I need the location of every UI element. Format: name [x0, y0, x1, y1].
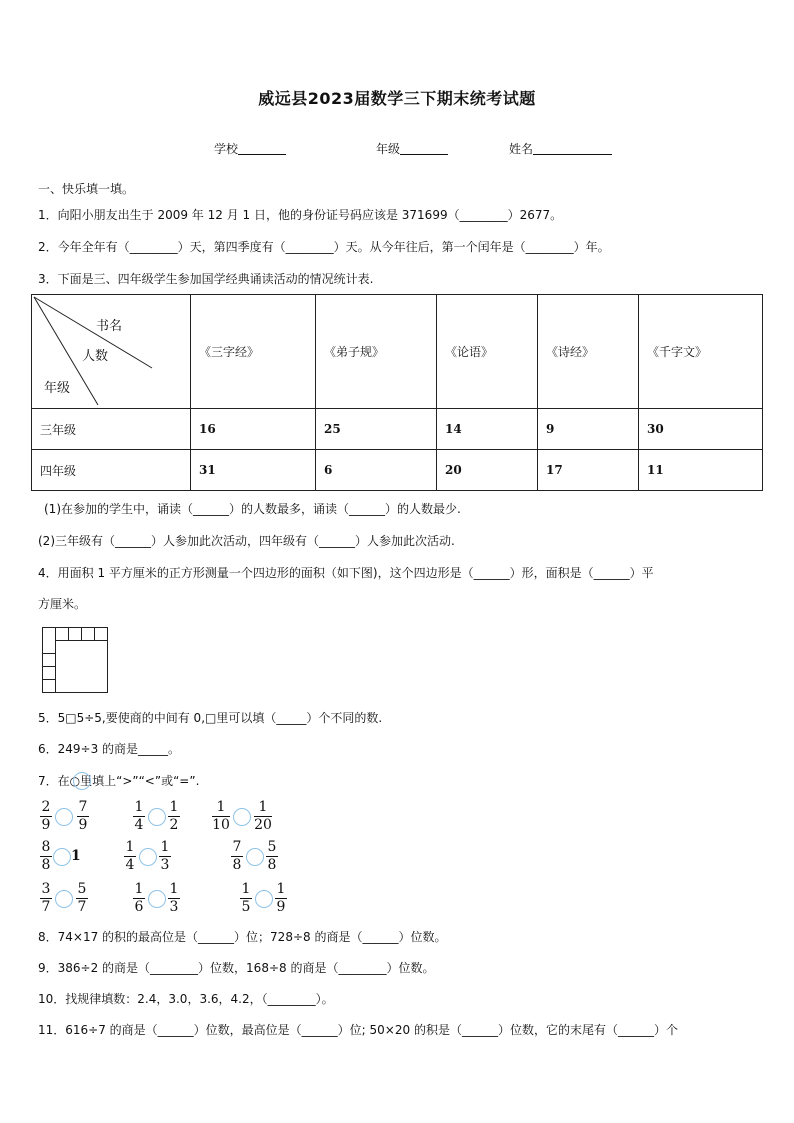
- value-cell: 30: [639, 409, 763, 450]
- fraction: 1 9: [276, 881, 286, 915]
- page-title: 威远县2023届数学三下期末统考试题: [258, 89, 536, 108]
- book-header-cell: 《诗经》: [538, 295, 639, 409]
- question-4-line-1: 4．用面积 1 平方厘米的正方形测量一个四边形的面积（如下图)，这个四边形是（______）形，面积是（______）平: [38, 566, 654, 580]
- fraction: 1 5: [241, 881, 251, 915]
- fraction: 1 10: [212, 799, 230, 833]
- question-2: 2．今年全年有（________）天，第四季度有（________）天。从今年往后，第一个闰年是（________）年。: [38, 240, 610, 254]
- value-cell: 20: [437, 450, 538, 491]
- grade-blank: [400, 142, 448, 155]
- school-field: [214, 140, 286, 157]
- stats-table: [31, 294, 763, 491]
- question-5: 5．5□5÷5,要使商的中间有 0,□里可以填（_____）个不同的数.: [38, 711, 383, 725]
- fraction: 1 6: [134, 881, 144, 915]
- question-3-part-1: (1)在参加的学生中，诵读（______）的人数最多，诵读（______）的人数最少.: [44, 502, 461, 516]
- value-cell: 14: [437, 409, 538, 450]
- fraction: 1 4: [125, 839, 135, 873]
- question-9: 9．386÷2 的商是（________）位数，168÷8 的商是（________）位数。: [38, 961, 435, 975]
- answer-circle-icon: [73, 772, 91, 790]
- question-1: 1．向阳小朋友出生于 2009 年 12 月 1 日，他的身份证号码应该是 371699（________）2677。: [38, 208, 563, 222]
- value-cell: 6: [316, 450, 437, 491]
- name-label: 姓名: [509, 142, 534, 156]
- compare-circle[interactable]: [139, 848, 157, 866]
- fraction: 5 8: [267, 839, 277, 873]
- table-corner-cell: [32, 295, 191, 409]
- fraction: 1 20: [254, 799, 272, 833]
- book-header-cell: 《弟子规》: [316, 295, 437, 409]
- question-3: 3．下面是三、四年级学生参加国学经典诵读活动的情况统计表.: [38, 272, 374, 286]
- fraction: 1 4: [134, 799, 144, 833]
- fraction: 5 7: [77, 881, 87, 915]
- corner-label-grade: 年级: [44, 381, 71, 396]
- fraction: 7 9: [78, 799, 88, 833]
- school-blank: [238, 142, 286, 155]
- grade-label: 年级: [376, 142, 401, 156]
- fraction: 7 8: [232, 839, 242, 873]
- table-row: [32, 409, 763, 450]
- question-4-line-2: 方厘米。: [38, 597, 87, 611]
- compare-circle[interactable]: [246, 848, 264, 866]
- number-one: 1: [71, 848, 81, 864]
- square-grid-figure: [42, 627, 110, 695]
- compare-circle[interactable]: [53, 848, 71, 866]
- table-header-row: [32, 295, 763, 409]
- compare-circle[interactable]: [233, 808, 251, 826]
- school-label: 学校: [214, 142, 239, 156]
- name-blank: [533, 142, 612, 155]
- corner-label-count: 人数: [82, 349, 109, 364]
- fraction: 3 7: [41, 881, 51, 915]
- value-cell: 31: [191, 450, 316, 491]
- fraction: 8 8: [41, 839, 51, 873]
- question-3-part-2: (2)三年级有（______）人参加此次活动，四年级有（______）人参加此次活动.: [38, 534, 455, 548]
- section-heading: 一、快乐填一填。: [38, 182, 135, 196]
- fraction: 1 2: [169, 799, 179, 833]
- fraction: 1 3: [169, 881, 179, 915]
- compare-circle[interactable]: [255, 890, 273, 908]
- question-11: 11．616÷7 的商是（______）位数，最高位是（______）位; 50×20 的积是（______）位数，它的末尾有（______）个: [38, 1023, 678, 1037]
- value-cell: 17: [538, 450, 639, 491]
- compare-circle[interactable]: [148, 890, 166, 908]
- book-header-cell: 《三字经》: [191, 295, 316, 409]
- question-10: 10．找规律填数：2.4，3.0，3.6，4.2，（________）。: [38, 992, 334, 1006]
- grade-cell: 四年级: [32, 450, 191, 491]
- value-cell: 25: [316, 409, 437, 450]
- question-7: 7．在○里填上“>”“<”或“=”.: [38, 774, 200, 788]
- grade-field: [376, 140, 448, 157]
- table-row: [32, 450, 763, 491]
- value-cell: 11: [639, 450, 763, 491]
- fraction: 1 3: [160, 839, 170, 873]
- value-cell: 9: [538, 409, 639, 450]
- compare-circle[interactable]: [148, 808, 166, 826]
- value-cell: 16: [191, 409, 316, 450]
- corner-label-book: 书名: [96, 319, 123, 334]
- fraction: 2 9: [41, 799, 51, 833]
- name-field: [509, 140, 612, 157]
- compare-circle[interactable]: [55, 808, 73, 826]
- compare-circle[interactable]: [55, 890, 73, 908]
- question-6: 6．249÷3 的商是_____。: [38, 742, 181, 756]
- grade-cell: 三年级: [32, 409, 191, 450]
- question-8: 8．74×17 的积的最高位是（______）位；728÷8 的商是（______）位数。: [38, 930, 447, 944]
- book-header-cell: 《论语》: [437, 295, 538, 409]
- book-header-cell: 《千字文》: [639, 295, 763, 409]
